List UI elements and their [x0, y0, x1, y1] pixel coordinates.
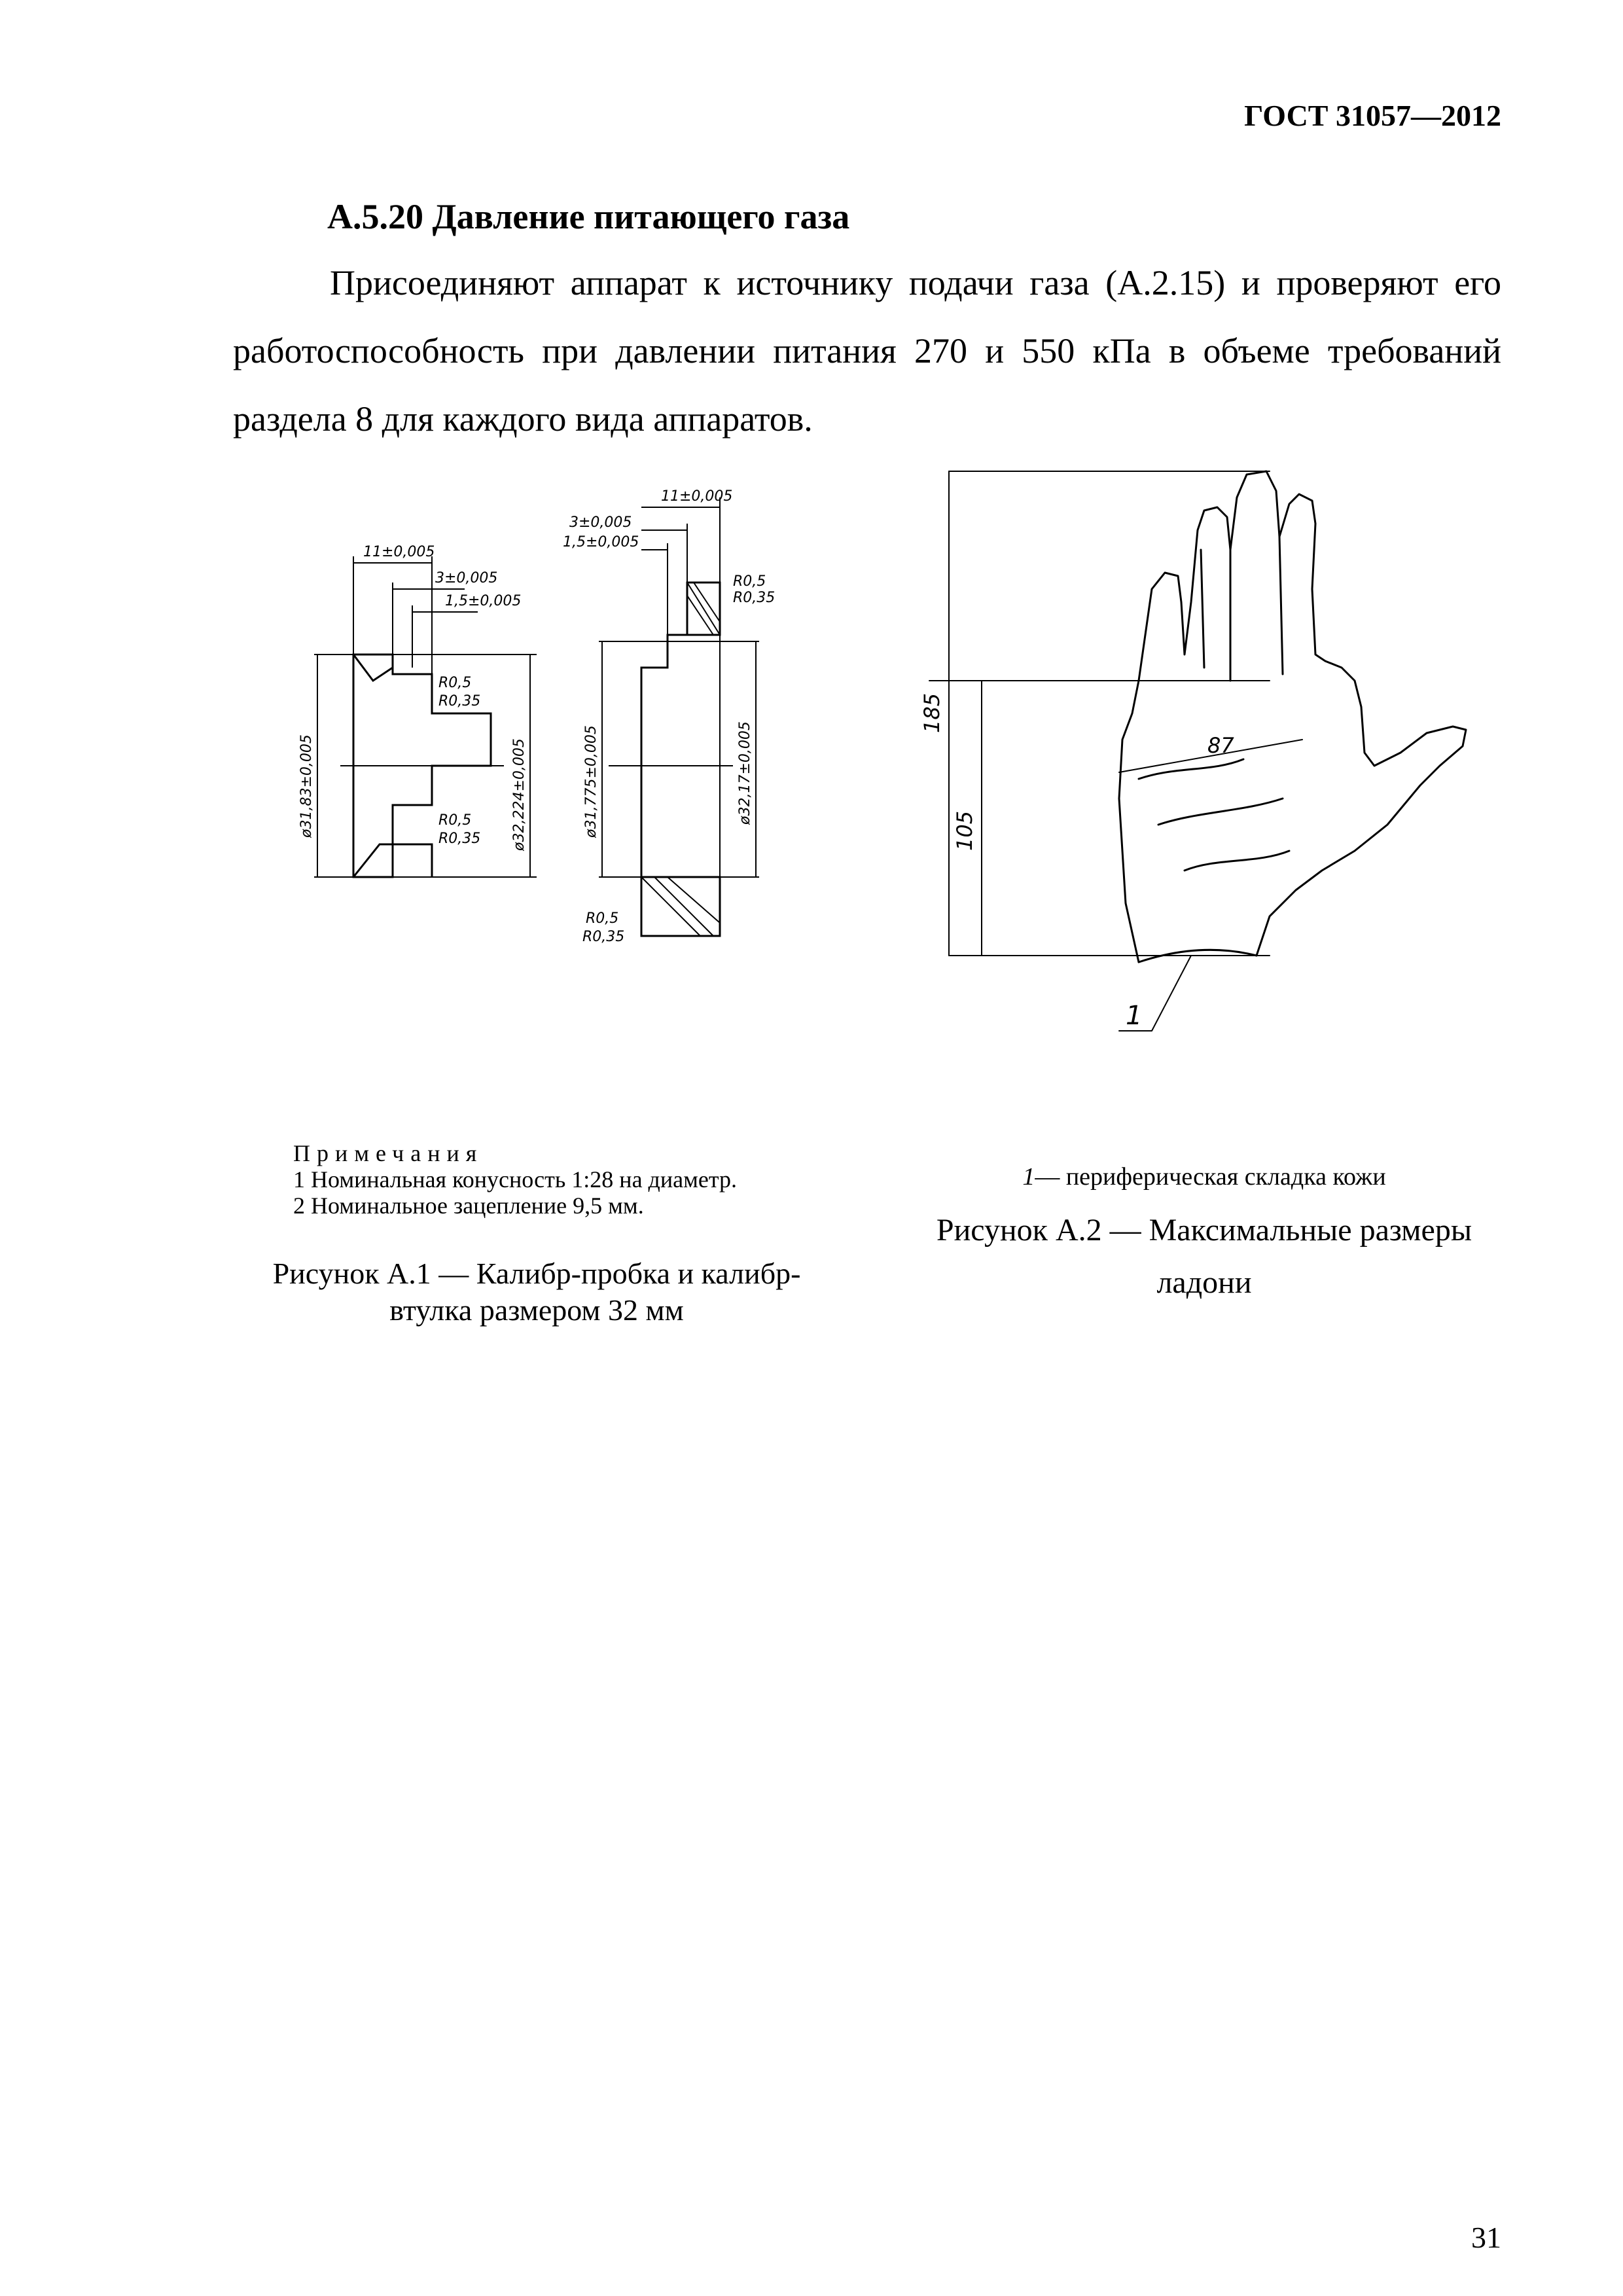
notes-title: Примечания	[293, 1140, 484, 1166]
figure1-caption-line2: втулка размером 32 мм	[389, 1293, 684, 1327]
plug-dim-3: 3±0,005	[435, 570, 498, 586]
plug-r05-top: R0,5	[438, 675, 472, 691]
figure-palm-drawing	[903, 458, 1518, 1060]
plug-top-chamfer	[353, 655, 393, 681]
sleeve-r035-bottom: R0,35	[582, 929, 625, 945]
plug-r035-top: R0,35	[438, 693, 481, 709]
body-paragraph: Присоединяют аппарат к источнику подачи газа (А.2.15) и проверяют его работоспособность при давлении питания 270 и 550 кПа в объеме требований раздела 8 для каждого вида аппаратов.	[233, 263, 1501, 439]
plug-r035-bottom: R0,35	[438, 831, 481, 847]
figure1-caption	[236, 1255, 838, 1329]
legend-text: — периферическая складка кожи	[1035, 1163, 1386, 1191]
figure2-caption-line2: ладони	[1156, 1265, 1252, 1300]
plug-dia-right: ø32,224±0,005	[511, 738, 527, 851]
figure1-caption-line1: Рисунок А.1 — Калибр-пробка и калибр-	[272, 1257, 801, 1290]
legend-number: 1	[1022, 1163, 1035, 1191]
page-number: 31	[1471, 2221, 1501, 2254]
plug-r05-bottom: R0,5	[438, 812, 472, 829]
plug-dia-left: ø31,83±0,005	[298, 734, 315, 838]
sleeve-r05-bottom: R0,5	[586, 910, 619, 927]
figure2-caption	[897, 1204, 1512, 1309]
note-item-1: 1 Номинальная конусность 1:28 на диаметр.	[293, 1166, 738, 1193]
palm-dim-87: 87	[1207, 733, 1234, 758]
plug-dim-11: 11±0,005	[363, 544, 435, 560]
section-title: А.5.20 Давление питающего газа	[327, 197, 850, 236]
figure-gauge-drawing	[275, 471, 857, 975]
sleeve-dim-11: 11±0,005	[661, 488, 733, 505]
sleeve-dia-left: ø31,775±0,005	[583, 725, 599, 838]
sleeve-dia-right: ø32,17±0,005	[737, 721, 753, 825]
figure2-legend	[916, 1162, 1492, 1191]
sleeve-dim-3: 3±0,005	[569, 514, 632, 531]
palm-dim-185: 185	[919, 692, 944, 733]
figure2-caption-line1: Рисунок А.2 — Максимальные размеры	[936, 1213, 1472, 1247]
sleeve-dim-15: 1,5±0,005	[563, 534, 639, 550]
hand-outline	[1119, 471, 1466, 962]
palm-dim-105: 105	[952, 810, 977, 851]
palm-callout-1: 1	[1126, 1001, 1143, 1031]
plug-dim-15: 1,5±0,005	[445, 593, 522, 609]
sleeve-bore	[641, 635, 687, 877]
note-item-2: 2 Номинальное зацепление 9,5 мм.	[293, 1193, 644, 1219]
document-code-header: ГОСТ 31057—2012	[1244, 99, 1501, 132]
sleeve-bottom-block	[641, 877, 720, 936]
sleeve-r05-top: R0,5	[733, 573, 766, 590]
sleeve-r035-top: R0,35	[733, 590, 776, 606]
figure1-notes	[293, 1140, 737, 1219]
